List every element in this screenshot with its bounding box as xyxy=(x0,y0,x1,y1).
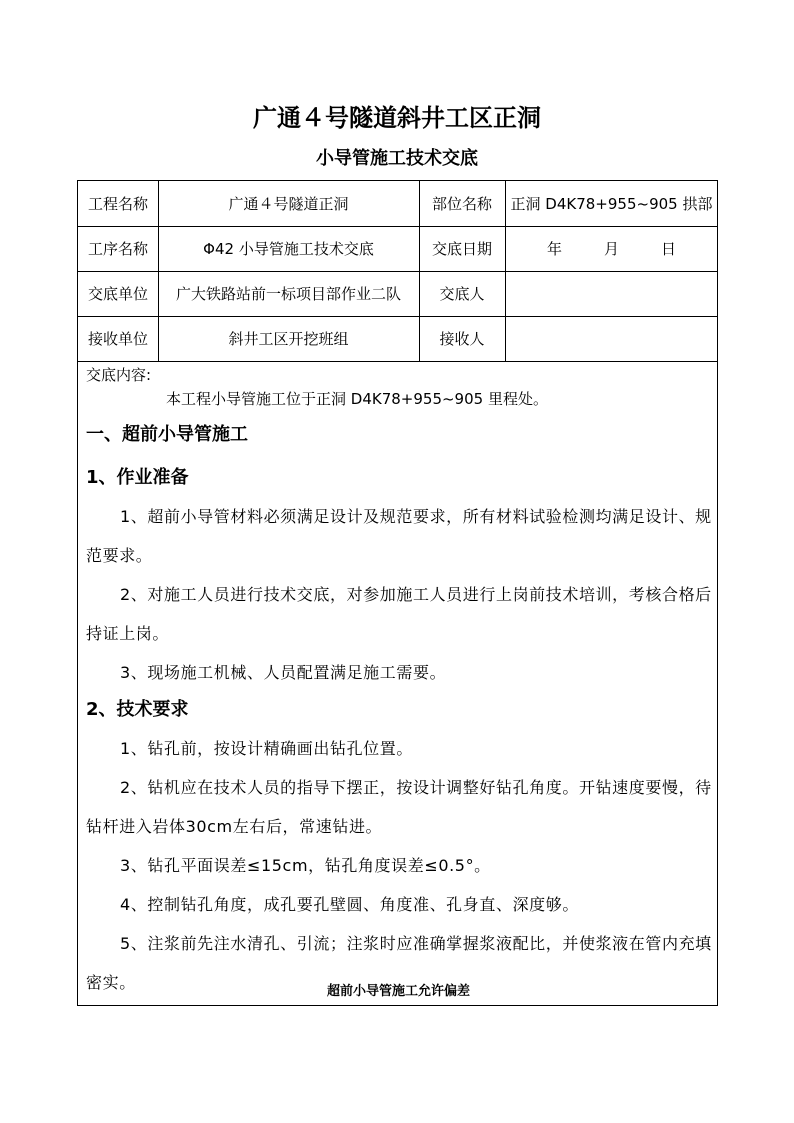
date-value xyxy=(505,226,718,271)
project-name-label: 工程名称 xyxy=(87,195,148,213)
issuer-value xyxy=(505,271,718,316)
document-title: 广通４号隧道斜井工区正洞 xyxy=(253,103,541,132)
disclosure-table xyxy=(77,180,718,1006)
location-value: 正洞 D4K78+955~905 拱部 xyxy=(510,195,713,213)
receiver-value xyxy=(505,316,718,361)
document-subtitle: 小导管施工技术交底 xyxy=(316,148,478,169)
subsection-heading: 1、作业准备 xyxy=(86,467,189,488)
receiving-unit-value: 斜井工区开挖班组 xyxy=(228,330,349,348)
receiving-unit-label: 接收单位 xyxy=(87,330,148,348)
list-item: 3、钻孔平面误差≤15cm，钻孔角度误差≤0.5°。 xyxy=(120,856,491,875)
issuing-unit-label: 交底单位 xyxy=(87,285,148,303)
row-divider xyxy=(78,361,717,362)
date-year: 年 xyxy=(546,240,562,258)
process-name-label: 工序名称 xyxy=(87,240,148,258)
location-label: 部位名称 xyxy=(431,195,492,213)
date-day: 日 xyxy=(661,240,677,258)
list-item: 4、控制钻孔角度，成孔要孔壁圆、角度准、孔身直、深度够。 xyxy=(120,895,579,914)
table-caption: 超前小导管施工允许偏差 xyxy=(326,984,470,999)
intro-text: 本工程小导管施工位于正洞 D4K78+955~905 里程处。 xyxy=(166,390,548,408)
receiver-label: 接收人 xyxy=(439,330,485,348)
section-heading: 一、超前小导管施工 xyxy=(86,424,248,445)
list-item: 2、对施工人员进行技术交底，对参加施工人员进行上岗前技术培训，考核合格后持证上岗。 xyxy=(86,585,712,643)
issuing-unit-value: 广大铁路站前一标项目部作业二队 xyxy=(175,285,401,303)
list-item: 2、钻机应在技术人员的指导下摆正，按设计调整好钻孔角度。开钻速度要慢，待钻杆进入岩体30cm左右后，常速钻进。 xyxy=(86,778,712,836)
date-month: 月 xyxy=(603,240,619,258)
list-item: 1、钻孔前，按设计精确画出钻孔位置。 xyxy=(120,739,413,758)
process-name-value: Φ42 小导管施工技术交底 xyxy=(203,240,374,258)
content-label: 交底内容: xyxy=(86,366,152,384)
issuer-label: 交底人 xyxy=(439,285,485,303)
date-label: 交底日期 xyxy=(431,240,492,258)
list-item: 5、注浆前先注水清孔、引流；注浆时应准确掌握浆液配比，并使浆液在管内充填密实。 xyxy=(86,934,712,992)
subsection-heading: 2、技术要求 xyxy=(86,699,189,720)
project-name-value: 广通４号隧道正洞 xyxy=(228,195,349,213)
list-item: 3、现场施工机械、人员配置满足施工需要。 xyxy=(120,663,447,682)
list-item: 1、超前小导管材料必须满足设计及规范要求，所有材料试验检测均满足设计、规范要求。 xyxy=(86,507,712,565)
